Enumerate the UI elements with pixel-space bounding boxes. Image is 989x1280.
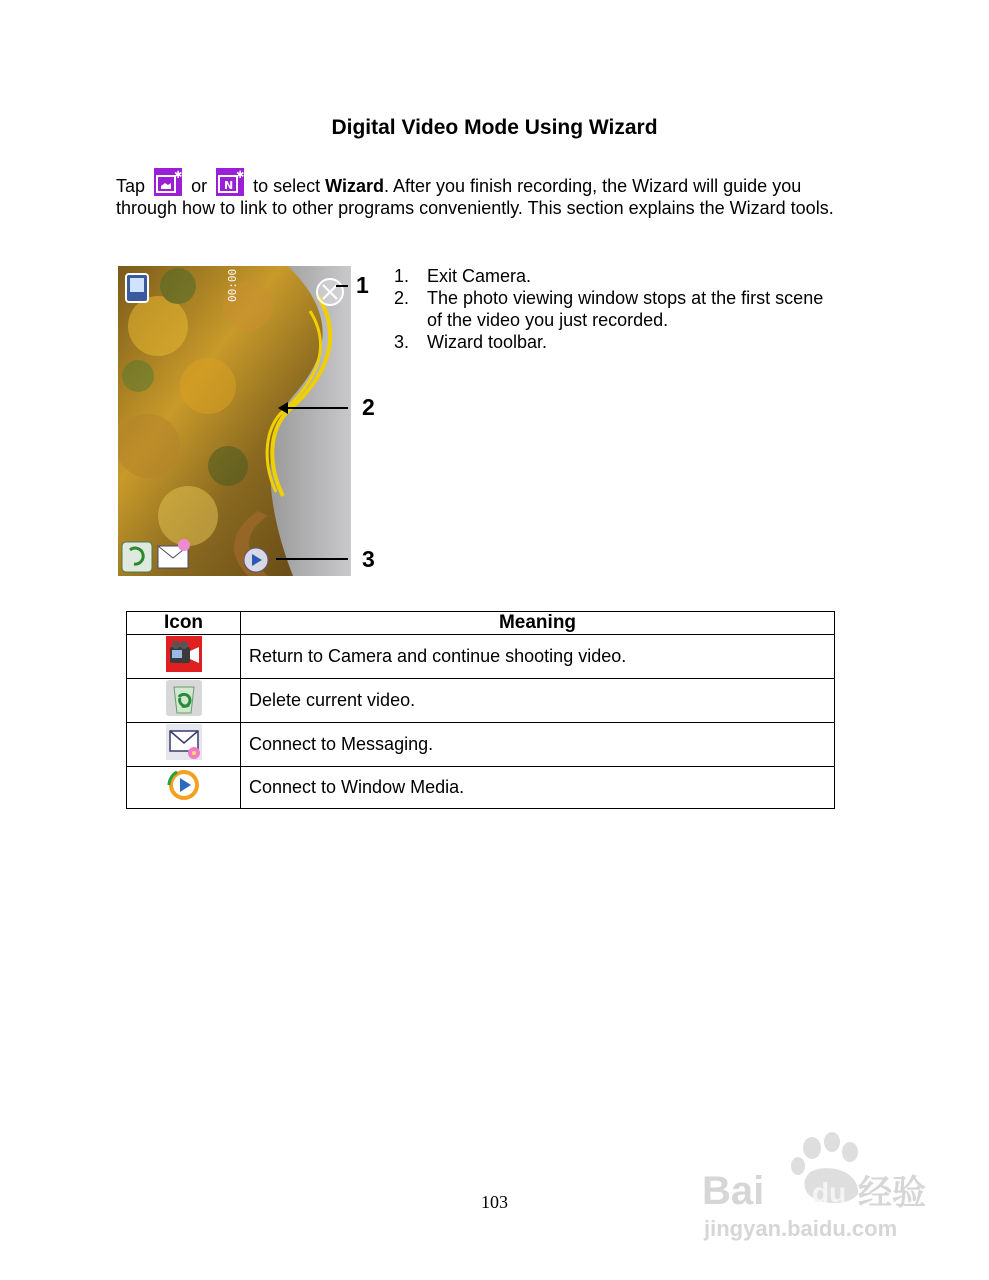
list-item-number: 2. [394, 288, 410, 308]
recycle-bin-icon [164, 679, 204, 717]
callout-markers [270, 266, 390, 586]
table-row [127, 635, 835, 679]
callout-list [394, 265, 824, 353]
icon-meaning-table [126, 611, 835, 809]
intro-text-2: or [191, 176, 208, 196]
list-item [394, 331, 824, 353]
list-item-number: 1. [394, 266, 410, 286]
callout-3: 3 [362, 546, 375, 572]
callout-2: 2 [362, 394, 375, 420]
toolbar-media-icon[interactable] [244, 548, 268, 572]
baidu-watermark-logo [700, 1132, 940, 1252]
intro-text-3: to select [253, 176, 321, 196]
table-cell-meaning: Delete current video. [241, 679, 835, 723]
table-header-icon: Icon [127, 612, 241, 635]
page-title: Digital Video Mode Using Wizard [331, 116, 658, 139]
messaging-icon [164, 723, 204, 761]
list-item [394, 265, 824, 287]
list-item-text: Wizard toolbar. [427, 332, 548, 352]
watermark-url: jingyan.baidu.com [704, 1216, 898, 1241]
svg-text:✱: ✱ [174, 170, 183, 181]
list-item-text: Exit Camera. [427, 266, 532, 286]
wizard-mode-alt-icon [216, 168, 244, 196]
recording-timer: 00:00 [226, 268, 239, 302]
table-cell-meaning: Connect to Window Media. [241, 767, 835, 809]
callout-1: 1 [356, 272, 369, 298]
table-header-row [127, 612, 835, 635]
intro-paragraph [116, 168, 856, 219]
list-item [394, 287, 824, 331]
table-cell-meaning: Connect to Messaging. [241, 723, 835, 767]
list-item-number: 3. [394, 332, 410, 352]
camcorder-icon [164, 635, 204, 673]
intro-text-1: Tap [116, 176, 146, 196]
intro-text-4: . After you finish recording, the Wizard will guide you through how to link to other programs conveniently. This section explains the Wizard tools. [116, 176, 834, 218]
table-row [127, 723, 835, 767]
table-header-meaning: Meaning [241, 612, 835, 635]
page-number: 103 [481, 1192, 508, 1212]
wizard-mode-icon [154, 168, 182, 196]
intro-bold-wizard: Wizard [325, 176, 385, 196]
list-item-text: The photo viewing window stops at the first scene of the video you just recorded. [427, 288, 824, 330]
table-cell-meaning: Return to Camera and continue shooting video. [241, 635, 835, 679]
watermark-text-jingyan: 经验 [858, 1174, 926, 1212]
watermark-text-du: du [812, 1177, 847, 1208]
table-row [127, 767, 835, 809]
watermark-text-bai: Bai [702, 1169, 765, 1213]
windows-media-icon [164, 767, 204, 803]
toolbar-recycle-icon[interactable] [122, 542, 152, 572]
svg-text:✱: ✱ [236, 170, 245, 181]
svg-text:N: N [224, 179, 234, 192]
table-row [127, 679, 835, 723]
